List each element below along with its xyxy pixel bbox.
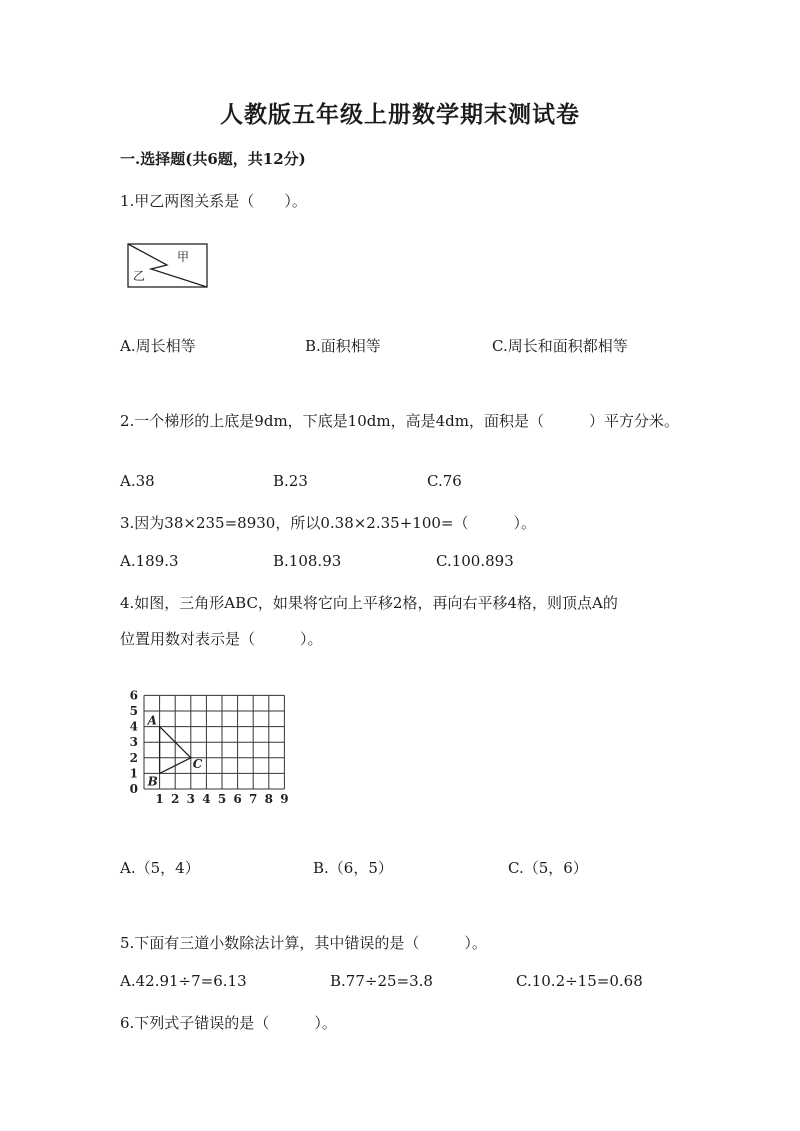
x-tick-label: 2 xyxy=(171,792,180,806)
question-1-figure xyxy=(127,243,209,289)
figure-label-jia: 甲 xyxy=(177,250,190,264)
section-header: 一.选择题(共6题，共12分) xyxy=(120,150,306,168)
question-5-option-a: A.42.91÷7=6.13 xyxy=(120,972,247,990)
question-1-stem: 1.甲乙两图关系是（ ）。 xyxy=(120,192,307,210)
x-tick-label: 3 xyxy=(186,792,195,806)
question-2-option-a: A.38 xyxy=(120,472,155,490)
question-3-stem: 3.因为38×235=8930，所以0.38×2.35+100=（ ）。 xyxy=(120,514,536,532)
question-3-option-b: B.108.93 xyxy=(273,552,342,570)
question-1-option-c: C.周长和面积都相等 xyxy=(492,337,628,355)
question-3-option-a: A.189.3 xyxy=(120,552,179,570)
point-label-a: A xyxy=(147,713,157,728)
y-tick-label: 0 xyxy=(129,782,138,796)
question-4-stem-line-2: 位置用数对表示是（ ）。 xyxy=(120,630,323,648)
question-4-option-c: C.（5，6） xyxy=(508,859,588,877)
question-2-option-b: B.23 xyxy=(273,472,308,490)
y-tick-label: 4 xyxy=(129,719,138,734)
y-tick-label: 3 xyxy=(129,735,138,750)
x-tick-label: 9 xyxy=(280,792,289,806)
question-5-option-b: B.77÷25=3.8 xyxy=(330,972,433,990)
y-tick-label: 5 xyxy=(129,704,138,718)
x-tick-label: 1 xyxy=(155,792,164,806)
x-tick-label: 4 xyxy=(202,792,211,806)
question-1-option-b: B.面积相等 xyxy=(305,337,381,355)
question-6-stem: 6.下列式子错误的是（ ）。 xyxy=(120,1014,337,1032)
x-tick-label: 7 xyxy=(249,792,258,806)
y-tick-label: 6 xyxy=(129,688,138,703)
y-tick-label: 1 xyxy=(129,766,138,781)
question-4-option-b: B.（6，5） xyxy=(313,859,393,877)
question-2-stem: 2.一个梯形的上底是9dm，下底是10dm，高是4dm，面积是（ ）平方分米。 xyxy=(120,412,679,430)
question-4-grid-figure xyxy=(126,684,306,810)
point-label-c: C xyxy=(192,756,203,771)
question-4-option-a: A.（5，4） xyxy=(120,859,200,877)
question-3-option-c: C.100.893 xyxy=(436,552,514,570)
x-tick-label: 6 xyxy=(233,792,242,806)
x-tick-label: 8 xyxy=(264,792,273,806)
x-tick-label: 5 xyxy=(217,792,227,806)
question-5-stem: 5.下面有三道小数除法计算，其中错误的是（ ）。 xyxy=(120,934,487,952)
question-2-option-c: C.76 xyxy=(427,472,462,490)
figure-label-yi: 乙 xyxy=(133,269,146,283)
question-4-stem-line-1: 4.如图，三角形ABC，如果将它向上平移2格，再向右平移4格，则顶点A的 xyxy=(120,594,618,612)
question-5-option-c: C.10.2÷15=0.68 xyxy=(516,972,643,990)
question-1-option-a: A.周长相等 xyxy=(120,337,196,355)
point-label-b: B xyxy=(147,774,158,789)
y-tick-label: 2 xyxy=(129,750,138,765)
page-title: 人教版五年级上册数学期末测试卷 xyxy=(220,101,580,128)
